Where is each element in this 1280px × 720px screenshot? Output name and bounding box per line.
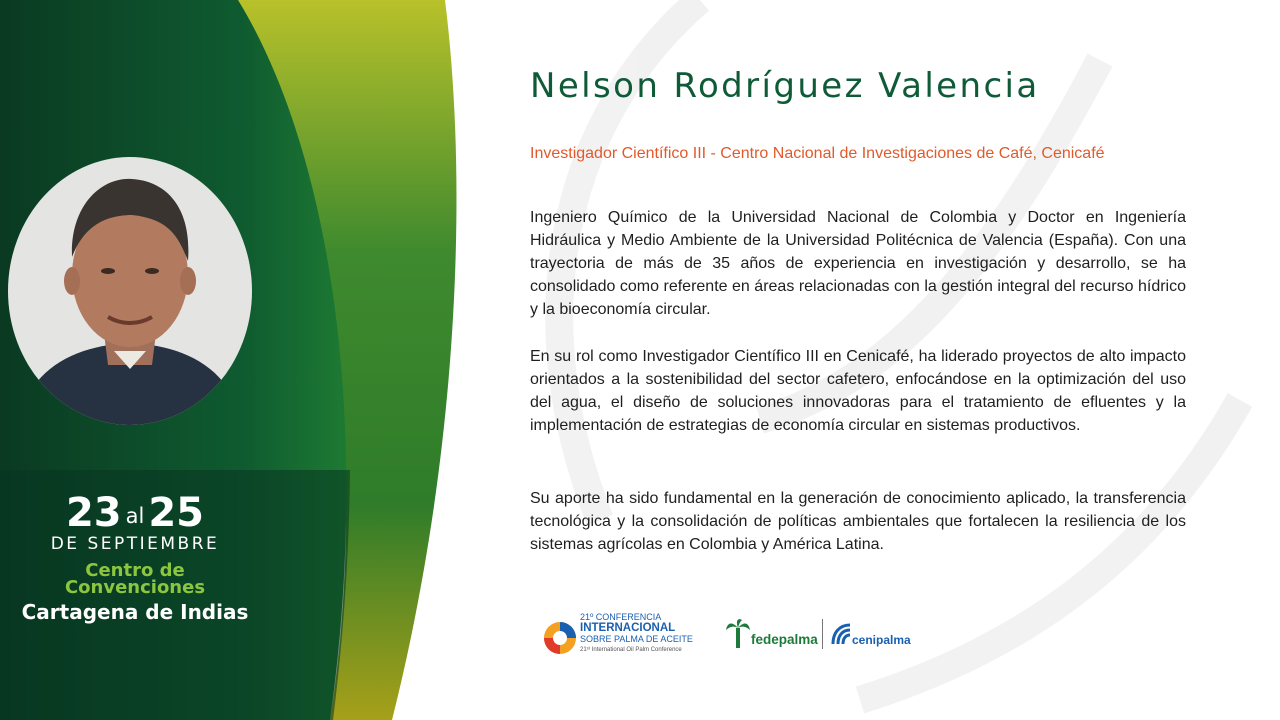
event-venue	[0, 562, 270, 596]
cenipalma-emblem-icon	[830, 622, 852, 648]
conference-logo-text	[580, 612, 705, 656]
cenipalma-text: cenipalma	[852, 633, 911, 647]
speaker-photo	[8, 157, 252, 425]
speaker-name: Nelson Rodríguez Valencia	[530, 66, 1040, 106]
logo-divider	[822, 619, 823, 649]
speaker-role: Investigador Científico III - Centro Nacional de Investigaciones de Café, Cenicafé	[530, 145, 1105, 162]
conference-line-4: 21ˢᵗ International Oil Palm Conference	[580, 647, 682, 653]
venue-line-2: Convenciones	[64, 577, 206, 598]
conference-emblem-icon	[542, 620, 578, 656]
conference-line-1: 21º CONFERENCIA	[580, 612, 662, 622]
date-connector: al	[125, 504, 145, 528]
event-dates	[0, 490, 270, 539]
fedepalma-text: fedepalma	[751, 632, 818, 647]
bio-paragraph: En su rol como Investigador Científico III en Cenicafé, ha liderado proyectos de alto impacto orientados a la sostenibilidad del sector cafetero, enfocándose en la optimización del uso del agua, el diseño de soluciones innovadoras para el tratamiento de efluentes y la implementación de estrategias de economía circular en sistemas productivos.	[530, 348, 1186, 434]
venue-line-1: Centro de	[85, 560, 185, 581]
event-month: DE SEPTIEMBRE	[50, 534, 220, 554]
fedepalma-logo	[725, 618, 818, 650]
cenipalma-logo	[830, 622, 911, 653]
bio-paragraph: Su aporte ha sido fundamental en la generación de conocimiento aplicado, la transferencia tecnológica y la consolidación de políticas ambientales que fortalecen la resiliencia de los sistemas agrícolas en Colombia y América Latina.	[530, 490, 1186, 553]
end-day: 25	[148, 490, 205, 536]
start-day: 23	[65, 490, 122, 536]
event-city: Cartagena de Indias	[21, 600, 249, 624]
bio-paragraph: Ingeniero Químico de la Universidad Nacional de Colombia y Doctor en Ingeniería Hidráulica y Medio Ambiente de la Universidad Politécnica de Valencia (España). Con una trayectoria de más de 35 años de experiencia en investigación y desarrollo, se ha consolidado como referente en áreas relacionadas con la gestión integral del recurso hídrico y la bioeconomía circular.	[530, 209, 1186, 318]
conference-logo	[540, 612, 700, 662]
palm-tree-icon	[725, 618, 751, 648]
conference-line-3: SOBRE PALMA DE ACEITE	[580, 634, 693, 644]
conference-line-2: INTERNACIONAL	[580, 622, 676, 634]
